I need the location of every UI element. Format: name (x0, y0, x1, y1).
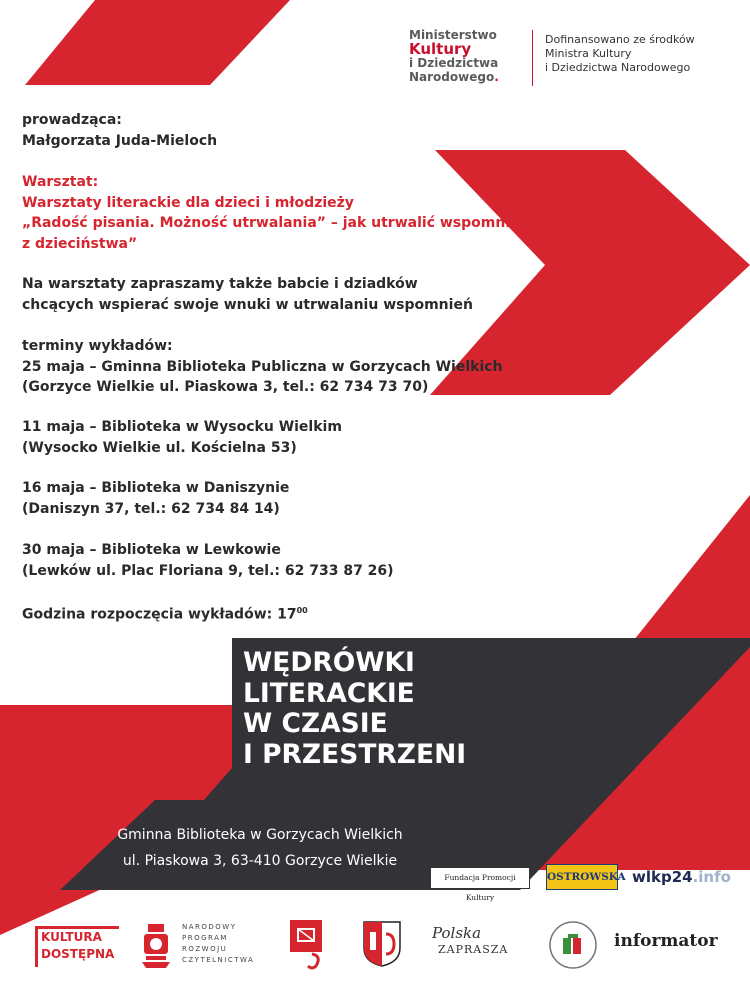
host-name: Małgorzata Juda-Mieloch (22, 132, 218, 149)
polska-line-2: ZAPRASZA (438, 943, 509, 956)
event-title (243, 648, 503, 770)
schedule-block (22, 336, 582, 398)
nprc-line-3: ROZWOJU (182, 945, 228, 953)
schedule-item-2-line-2: (Wysocko Wielkie ul. Kościelna 53) (22, 439, 297, 456)
workshop-line-3: z dzieciństwa” (22, 235, 138, 252)
wlkp24-text: wlkp24 (632, 868, 693, 886)
funding-line-3: i Dziedzictwa Narodowego (545, 61, 691, 74)
ministry-line-4-text: Narodowego (409, 70, 495, 84)
nprc-line-1: NARODOWY (182, 923, 237, 931)
title-line-4: I PRZESTRZENI (243, 738, 467, 770)
workshop-line-1: Warsztaty literackie dla dzieci i młodzieży (22, 194, 354, 211)
ministry-line-3: i Dziedzictwa (409, 56, 499, 70)
host-label: prowadząca: (22, 112, 122, 128)
address-line-2: ul. Piaskowa 3, 63-410 Gorzyce Wielkie (122, 853, 398, 869)
host-block (22, 110, 582, 151)
ministry-dot: . (494, 70, 499, 84)
invite-block (22, 274, 582, 315)
ostrowska-logo: OSTROWSKA (546, 864, 618, 890)
workshop-label: Warsztat: (22, 174, 99, 190)
kultura-dostepna-logo (35, 926, 119, 967)
schedule-item-4-line-2: (Lewków ul. Plac Floriana 9, tel.: 62 733 87 26) (22, 562, 394, 579)
kultura-line-2: DOSTĘPNA (41, 947, 115, 961)
schedule-item-3-line-2: (Daniszyn 37, tel.: 62 734 84 14) (22, 500, 280, 517)
train-icon (140, 920, 172, 968)
venue-address (60, 822, 460, 874)
workshop-block (22, 172, 582, 254)
schedule-item-2 (22, 417, 582, 458)
schedule-item-3 (22, 478, 582, 519)
ministry-line-2: Kultury (409, 40, 472, 58)
invite-line-2: chcących wspierać swoje wnuki w utrwalaniu wspomnień (22, 296, 473, 313)
schedule-item-1-line-2: (Gorzyce Wielkie ul. Piaskowa 3, tel.: 62 734 73 70) (22, 379, 429, 395)
start-hour-minutes: 00 (296, 606, 308, 615)
funding-note (545, 33, 745, 75)
address-line-1: Gminna Biblioteka w Gorzycach Wielkich (117, 827, 403, 843)
title-line-3: W CZASIE (243, 708, 388, 739)
nprc-line-2: PROGRAM (182, 934, 228, 942)
polish-library-logo (290, 920, 326, 970)
schedule-item-4-line-1: 30 maja – Biblioteka w Lewkowie (22, 542, 281, 558)
schedule-item-4 (22, 540, 582, 581)
schedule-item-3-line-1: 16 maja – Biblioteka w Daniszynie (22, 480, 290, 496)
funding-line-1: Dofinansowano ze środków (545, 33, 695, 46)
fundacja-logo: Fundacja Promocji Kultury (430, 867, 530, 889)
start-hour-label: Godzina rozpoczęcia wykładów: 17 (22, 606, 297, 623)
title-line-1: WĘDRÓWKI (243, 647, 415, 678)
wlkp24-logo (632, 866, 742, 888)
informator-logo: informator (614, 931, 718, 951)
coat-of-arms-icon (362, 920, 402, 968)
schedule-item-2-line-1: 11 maja – Biblioteka w Wysocku Wielkim (22, 419, 342, 435)
start-hour (22, 601, 582, 625)
schedule-item-1-line-1: 25 maja – Gminna Biblioteka Publiczna w Gorzycach Wielkich (22, 358, 503, 375)
nprc-logo (182, 922, 262, 966)
title-line-2: LITERACKIE (243, 677, 415, 709)
library-badge-icon (546, 920, 600, 970)
polska-zaprasza-logo (432, 924, 522, 958)
nprc-line-4: CZYTELNICTWA (182, 956, 255, 964)
invite-line-1: Na warsztaty zapraszamy także babcie i dziadków (22, 276, 418, 292)
funding-line-2: Ministra Kultury (545, 47, 632, 60)
polska-line-1: Polska (432, 924, 482, 942)
workshop-line-2: „Radość pisania. Możność utrwalania” – jak utrwalić wspomnienia (22, 215, 544, 231)
wlkp24-info: .info (692, 868, 731, 886)
ministry-line-1: Ministerstwo (409, 28, 497, 42)
kultura-line-1: KULTURA (41, 930, 102, 944)
ministry-line-4 (409, 70, 521, 84)
ministry-divider (532, 30, 533, 86)
schedule-label: terminy wykładów: (22, 338, 173, 354)
ministry-logo (409, 28, 521, 84)
top-left-red-band (25, 0, 290, 85)
